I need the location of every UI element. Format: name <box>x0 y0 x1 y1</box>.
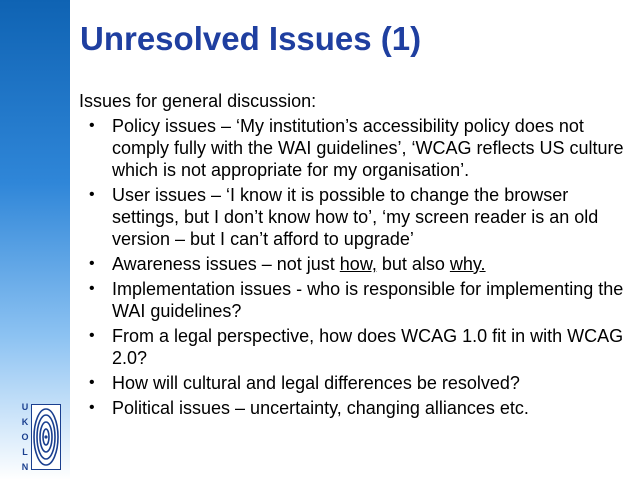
bullet-dot-icon: • <box>89 399 95 416</box>
bullet-text: Implementation issues - who is responsible for implementing the WAI guidelines? <box>112 279 624 321</box>
logo-letters <box>20 402 30 472</box>
logo-letter: L <box>22 447 28 457</box>
bullet-item <box>79 325 634 369</box>
bullet-dot-icon: • <box>89 186 95 203</box>
bullet-list <box>79 115 634 419</box>
logo-letter: O <box>21 432 29 442</box>
bullet-text-mid: but also <box>376 254 450 274</box>
logo-letter: N <box>21 462 29 472</box>
bullet-text: How will cultural and legal differences be resolved? <box>112 373 520 393</box>
logo-letter: U <box>21 402 29 412</box>
underlined-why: why. <box>449 254 486 274</box>
bullet-item <box>79 278 634 322</box>
intro-text: Issues for general discussion: <box>79 91 317 111</box>
ukoln-swirl-icon <box>31 404 61 470</box>
bullet-item <box>79 397 634 419</box>
bullet-dot-icon: • <box>89 117 95 134</box>
slide-title: Unresolved Issues (1) <box>80 20 422 57</box>
underlined-how: how, <box>339 254 377 274</box>
bullet-text: From a legal perspective, how does WCAG 1.0 fit in with WCAG 2.0? <box>112 326 624 368</box>
slide-content <box>79 90 634 419</box>
bullet-item <box>79 372 634 394</box>
bullet-dot-icon: • <box>89 280 95 297</box>
bullet-text: Policy issues – ‘My institution’s accessibility policy does not comply fully with the WAI guidelines’, ‘WCAG reflects US culture which is not appropriate for my organisation’. <box>112 116 624 180</box>
bullet-item <box>79 253 634 275</box>
bullet-item <box>79 115 634 181</box>
bullet-dot-icon: • <box>89 374 95 391</box>
bullet-text-pre: Awareness issues – not just <box>112 254 340 274</box>
logo-letter: K <box>21 417 29 427</box>
bullet-text: Political issues – uncertainty, changing alliances etc. <box>112 398 529 418</box>
bullet-text: User issues – ‘I know it is possible to change the browser settings, but I don’t know how to’, ‘my screen reader is an old version – but I can’t afford to upgrade’ <box>112 185 599 249</box>
ukoln-logo <box>20 402 62 472</box>
bullet-dot-icon: • <box>89 255 95 272</box>
bullet-dot-icon: • <box>89 327 95 344</box>
bullet-item <box>79 184 634 250</box>
